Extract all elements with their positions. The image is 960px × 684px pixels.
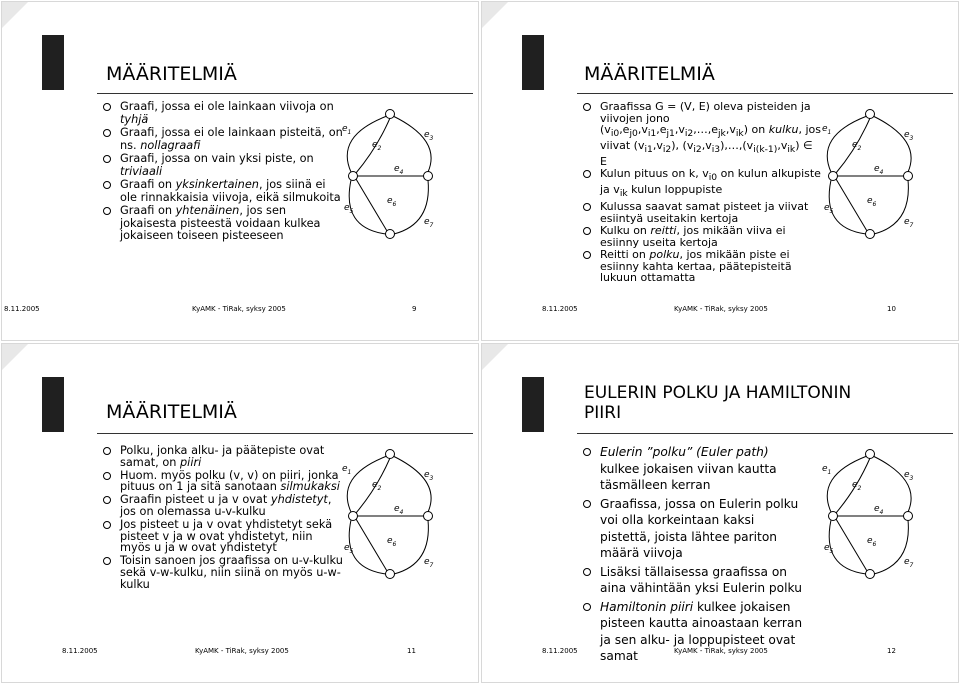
title-rule (97, 433, 473, 434)
list-item: Graafi, jossa ei ole lainkaan pisteitä, on ns. nollagraafi (101, 127, 346, 152)
edge-label: $e_5$ (344, 543, 354, 555)
edge-label: $e_6$ (867, 196, 877, 208)
footer-date: 8.11.2005 (62, 647, 98, 655)
list-item: Graafissa G = (V, E) oleva pisteiden ja viivojen jono $(v_{i0},e_{j0},v_{i1},e_{j1},v_{i2},\dots,e_{jk},v_{ik})$ on kulku, jos viivat $(v_{i1},v_{i2})$, $(v_{i2},v_{i3}),\dots,(v_{i(k-1)},v_{ik})$ ∈ E (581, 101, 821, 167)
graph-diagram (342, 450, 452, 590)
graph-svg (342, 110, 452, 250)
list-item: Huom. myös polku (v, v) on piiri, jonka pituus on 1 ja sitä sanotaan silmukaksi (101, 470, 346, 494)
graph-vertex (386, 450, 395, 459)
graph-diagram (822, 450, 932, 590)
graph-vertex (904, 172, 913, 181)
footer-page: 10 (887, 305, 896, 313)
edge-label: $e_4$ (874, 164, 884, 176)
footer-course: KyAMK - TiRak, syksy 2005 (192, 305, 286, 313)
list-item: Graafi, jossa ei ole lainkaan viivoja on tyhjä (101, 101, 346, 126)
list-item: Kulussa saavat samat pisteet ja viivat esiintyä useitakin kertoja (581, 201, 821, 224)
footer-page: 9 (412, 305, 417, 313)
edge-label: $e_7$ (904, 557, 914, 569)
list-item: Graafin pisteet u ja v ovat yhdistetyt, jos on olemassa u-v-kulku (101, 494, 346, 518)
edge-label: $e_2$ (372, 480, 382, 492)
edge-label: $e_4$ (874, 504, 884, 516)
graph-vertex (866, 230, 875, 239)
graph-vertex (866, 570, 875, 579)
slide-title-line: EULERIN POLKU JA HAMILTONIN (584, 383, 852, 403)
bullet-list (101, 101, 346, 244)
edge-label: $e_5$ (344, 203, 354, 215)
footer-course: KyAMK - TiRak, syksy 2005 (674, 647, 768, 655)
slide-title: MÄÄRITELMIÄ (106, 401, 237, 423)
graph-edge (349, 520, 386, 574)
graph-edge (829, 180, 866, 234)
edge-label: $e_1$ (822, 464, 832, 476)
bullet-list (581, 101, 821, 285)
graph-vertex (349, 512, 358, 521)
slide-9 (1, 1, 479, 341)
edge-label: $e_3$ (424, 130, 434, 142)
graph-edge (349, 180, 386, 234)
slide-title-line: PIIRI (584, 403, 622, 423)
graph-svg (822, 450, 932, 590)
edge-label: $e_5$ (824, 543, 834, 555)
title-rule (577, 93, 953, 94)
title-rule (577, 433, 953, 434)
graph-edge (829, 520, 866, 574)
edge-label: $e_1$ (342, 464, 352, 476)
list-item: Hamiltonin piiri kulkee jokaisen pisteen kautta ainoastaan kerran ja sen alku- ja loppupisteet ovat samat (581, 599, 803, 665)
slide-corner (1, 343, 29, 371)
footer-course: KyAMK - TiRak, syksy 2005 (674, 305, 768, 313)
edge-label: $e_4$ (394, 164, 404, 176)
slide-tab (42, 35, 64, 90)
list-item: Graafi on yhtenäinen, jos sen jokaisesta pisteestä voidaan kulkea jokaiseen toiseen pisteeseen (101, 205, 346, 243)
list-item: Graafi on yksinkertainen, jos siinä ei ole rinnakkaisia viivoja, eikä silmukoita (101, 179, 346, 204)
graph-svg (342, 450, 452, 590)
edge-label: $e_6$ (387, 196, 397, 208)
edge-label: $e_2$ (852, 480, 862, 492)
graph-vertex (386, 230, 395, 239)
slide-tab (522, 35, 544, 90)
edge-label: $e_7$ (424, 217, 434, 229)
slide-11 (1, 343, 479, 683)
list-item: Polku, jonka alku- ja päätepiste ovat samat, on piiri (101, 445, 346, 469)
edge-label: $e_7$ (424, 557, 434, 569)
graph-vertex (424, 512, 433, 521)
edge-label: $e_7$ (904, 217, 914, 229)
list-item: Graafi, jossa on vain yksi piste, on triviaali (101, 153, 346, 178)
list-item: Kulun pituus on k, $v_{i0}$ on kulun alkupiste ja $v_{ik}$ kulun loppupiste (581, 168, 821, 200)
graph-vertex (904, 512, 913, 521)
footer-date: 8.11.2005 (542, 647, 578, 655)
footer-date: 8.11.2005 (4, 305, 40, 313)
slide-10 (481, 1, 959, 341)
graph-vertex (829, 172, 838, 181)
graph-edge (356, 519, 387, 571)
slide-tab (42, 377, 64, 432)
edge-label: $e_1$ (822, 124, 832, 136)
slide-corner (481, 343, 509, 371)
graph-svg (822, 110, 932, 250)
footer-date: 8.11.2005 (542, 305, 578, 313)
footer-page: 11 (407, 647, 416, 655)
graph-vertex (829, 512, 838, 521)
list-item: Kulku on reitti, jos mikään viiva ei esiinny useita kertoja (581, 225, 821, 248)
edge-label: $e_2$ (372, 140, 382, 152)
graph-vertex (866, 450, 875, 459)
edge-label: $e_6$ (387, 536, 397, 548)
slide-corner (481, 1, 509, 29)
list-item: Toisin sanoen jos graafissa on u-v-kulku sekä v-w-kulku, niin siinä on myös u-w-kulku (101, 555, 346, 590)
edge-label: $e_2$ (852, 140, 862, 152)
footer-page: 12 (887, 647, 896, 655)
list-item: Lisäksi tällaisessa graafissa on aina vähintään yksi Eulerin polku (581, 564, 803, 597)
edge-label: $e_3$ (424, 470, 434, 482)
slide-corner (1, 1, 29, 29)
graph-edge (836, 519, 867, 571)
edge-label: $e_5$ (824, 203, 834, 215)
graph-vertex (349, 172, 358, 181)
title-rule (97, 93, 473, 94)
list-item: Reitti on polku, jos mikään piste ei esiinny kahta kertaa, päätepisteitä lukuun ottamatta (581, 249, 821, 284)
footer-course: KyAMK - TiRak, syksy 2005 (195, 647, 289, 655)
edge-label: $e_3$ (904, 470, 914, 482)
slide-12 (481, 343, 959, 683)
graph-diagram (822, 110, 932, 250)
slide-title: MÄÄRITELMIÄ (106, 63, 237, 85)
list-item: Eulerin ”polku” (Euler path) kulkee jokaisen viivan kautta täsmälleen kerran (581, 444, 803, 494)
graph-diagram (342, 110, 452, 250)
slide-title: MÄÄRITELMIÄ (584, 63, 715, 85)
slide-title (584, 383, 851, 423)
graph-vertex (866, 110, 875, 119)
bullet-list (581, 444, 803, 667)
graph-vertex (386, 110, 395, 119)
graph-edge (836, 179, 867, 231)
bullet-list (101, 445, 346, 592)
graph-vertex (386, 570, 395, 579)
edge-label: $e_6$ (867, 536, 877, 548)
edge-label: $e_4$ (394, 504, 404, 516)
list-item: Graafissa, jossa on Eulerin polku voi olla korkeintaan kaksi pistettä, joista lähtee pariton määrä viivoja (581, 496, 803, 562)
edge-label: $e_1$ (342, 124, 352, 136)
slide-tab (522, 377, 544, 432)
graph-edge (356, 179, 387, 231)
edge-label: $e_3$ (904, 130, 914, 142)
graph-vertex (424, 172, 433, 181)
list-item: Jos pisteet u ja v ovat yhdistetyt sekä pisteet v ja w ovat yhdistetyt, niin myös u ja w ovat yhdistetyt (101, 519, 346, 554)
